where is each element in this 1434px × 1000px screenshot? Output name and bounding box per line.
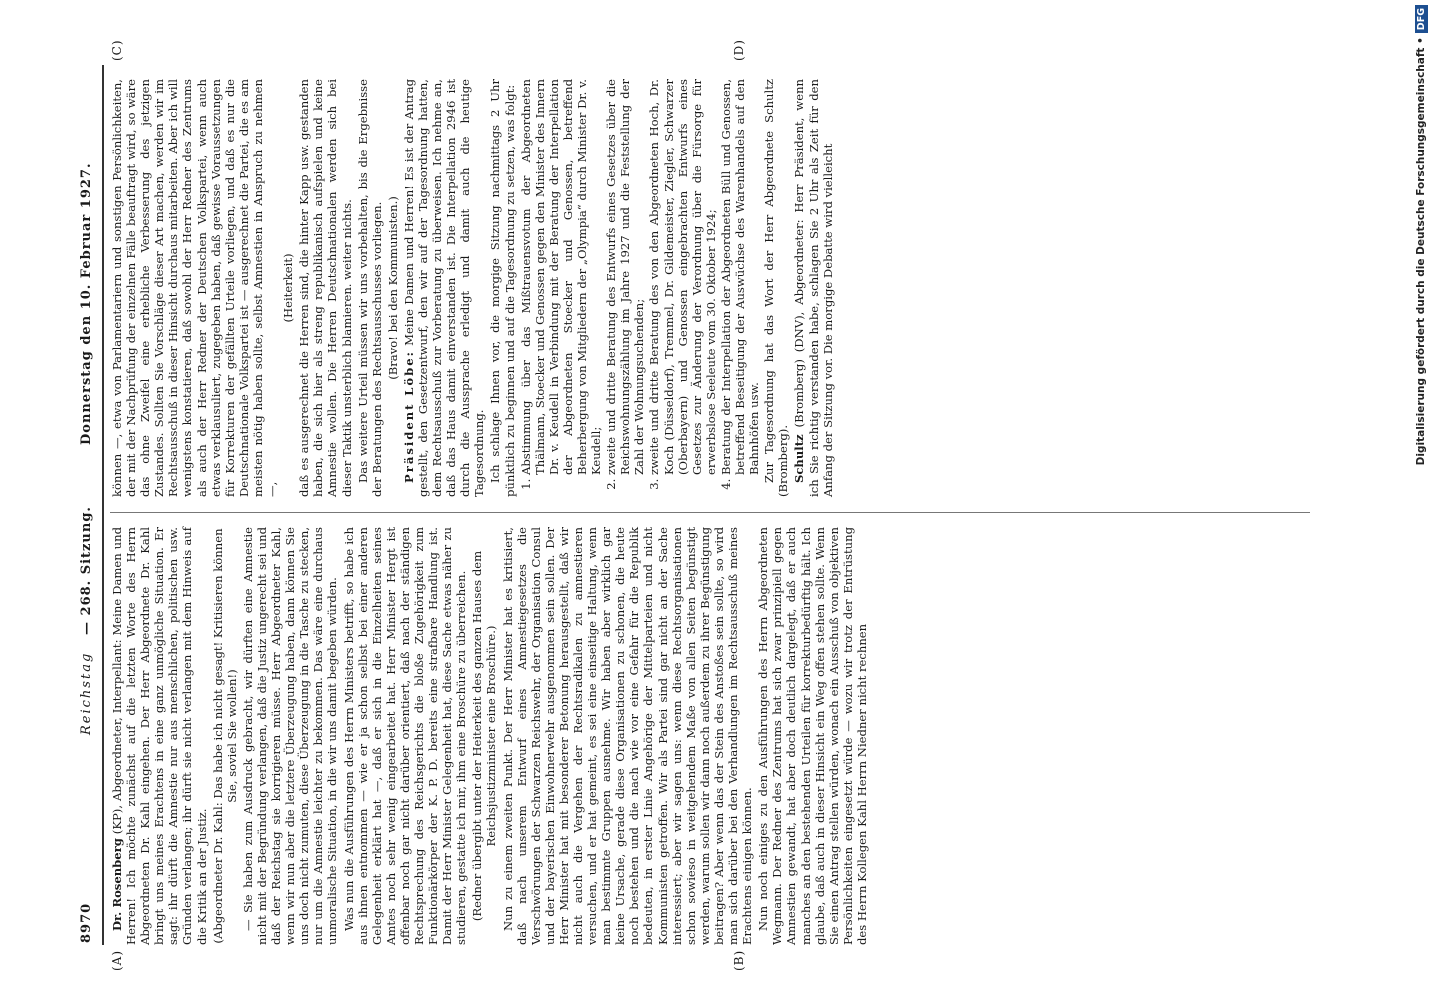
session-date: Donnerstag den 10. Februar 1927.: [79, 162, 94, 445]
agenda-item: 2. zweite und dritte Beratung des Entwurfs eines Gesetzes über die Reichswohnungszählung im Jahre 1927 und die Feststellung der Zahl der Wohnungsuchenden;: [604, 79, 646, 475]
paragraph: daß es ausgerechnet die Herren sind, die hinter Kapp usw. gestanden haben, die sich hier als streng republikanisch aufspielen und keine Amnestie wollen. Die Herren Deutschnationalen werden sich bei dieser Taktik unsterblich blamieren. weiter nichts.: [297, 79, 354, 497]
paragraph: Nun noch einiges zu den Ausführungen des Herrn Abgeordneten Wegmann. Der Redner des Zentrums hat sich zwar prinzipiell gegen Amnestien gewandt, hat aber doch deutlich dargelegt, daß er auch manches an den bestehenden Urteilen für korrekturbedürftig hält. Ich glaube, daß auch in dieser Hinsicht ein Weg offen stehen sollte. Wenn Sie einen Antrag stellen würden, wonach ein Ausschuß von objektiven Persönlichkeiten eingesetzt würde — wozu wir trotz der Entrüstung des Herrn Kollegen Kahl Herrn Niedner nicht rechnen: [756, 527, 869, 945]
dfg-logo: DFG: [1415, 5, 1428, 33]
digitization-credit: [1411, 5, 1431, 995]
margin-marker-b: (B): [732, 949, 746, 971]
paragraph: Nun zu einem zweiten Punkt. Der Herr Minister hat es kritisiert, daß nach unserem Entwurf eines Amnestiegesetzes die Verschwörungen der Schwarzen Reichswehr, der Organisation Consul und der bayerischen Einwohnerwehr ausgenommen sein sollen. Der Herr Minister hat mit besonderer Betonung herausgestellt, daß wir nicht auch die Vergehen der Rechtsradikalen zu amnestieren versuchen, und er hat gemeint, es sei eine einseitige Haltung, wenn man bestimmte Gruppen ausnehme. Wir haben aber wirklich gar keine Ursache, gerade diese Organisationen zu schonen, die heute noch bestehen und die nach wie vor eine Gefahr für die Republik bedeuten, in erster Linie Angehörige der Mittelparteien und nicht Kommunisten getroffen. Wir als Partei sind gar nicht an der Sache interessiert; aber wir sagen uns: wenn diese Rechtsorganisationen schon sowieso in weitgehendem Maße von allen Seiten begünstigt werden, warum sollen wir dann noch außerdem zu ihrer Begünstigung beitragen? Aber wenn das der Stein des Anstoßes sein sollte, so wird man sich darüber bei den Verhandlungen im Rechtsausschuß meines Erachtens einigen können.: [500, 527, 755, 945]
agenda-item: 1. Abstimmung über das Mißtrauensvotum der Abgeordneten Thälmann, Stoecker und Genossen gegen den Minister des Innern Dr. v. Keudell in Verbindung mit der Beratung der Interpellation der Abgeordneten Stoecker und Genossen, betreffend Beherbergung von Mitgliedern der „Olympia“ durch Minister Dr. v. Keudell;: [519, 79, 604, 475]
interjection: (Heiterkeit): [281, 253, 296, 323]
paragraph: [792, 79, 834, 497]
paragraph-text: Meine Damen und Herren! Es ist der Antrag gestellt, den Gesetzentwurf, den wir auf der Tagesordnung hatten, dem Rechtsausschuß zur Vorberatung zu überweisen. Ich nehme an, daß das Haus damit einverstanden ist. Die Interpellation 2946 ist durch die Aussprache erledigt und damit auch die heutige Tagesordnung.: [401, 78, 487, 497]
paragraph-text: (Bromberg) (DNV), Abgeordneter: Herr Präsident, wenn ich Sie richtig verstanden habe, schlagen Sie 2 Uhr als Zeit für den Anfang der Sitzung vor. Die morgige Debatte wird vielleicht: [792, 79, 835, 497]
interjection: (Bravo! bei den Kommunisten.): [385, 196, 400, 380]
paragraph: Was nun die Ausführungen des Herrn Ministers betrifft, so habe ich aus ihnen entnommen — wie er ja schon selbst bei einer anderen Gelegenheit erklärt hat —, daß er sich in die Einzelheiten seines Amtes noch sehr wenig eingearbeitet hat. Herr Minister Hergt ist offenbar noch gar nicht darüber orientiert, daß nach der ständigen Rechtsprechung des Reichsgerichts die bloße Zugehörigkeit zum Funktionärkörper der K. P. D. bereits eine strafbare Handlung ist. Damit der Herr Minister Gelegenheit hat, diese Sache etwas näher zu studieren, gestatte ich mir, ihm eine Broschüre zu überreichen.: [341, 527, 469, 945]
speaker-name: Dr. Rosenberg: [110, 838, 124, 931]
paragraph: Ich schlage Ihnen vor, die morgige Sitzung nachmittags 2 Uhr pünktlich zu beginnen und auf die Tagesordnung zu setzen, was folgt:: [488, 79, 517, 497]
column-divider: [110, 512, 1310, 513]
paragraph: Das weitere Urteil müssen wir uns vorbehalten, bis die Ergebnisse der Beratungen des Rechtsausschusses vorliegen.: [355, 79, 384, 497]
agenda-item: 4. Beratung der Interpellation der Abgeordneten Büll und Genossen, betreffend Beseitigung der Auswüchse des Warenhandels auf den Bahnhöfen usw.: [719, 79, 761, 475]
left-column: [110, 527, 871, 945]
margin-marker-d: (D): [732, 39, 746, 61]
speaker-name: Präsident Löbe:: [401, 350, 416, 483]
paragraph: [110, 527, 209, 945]
margin-marker-c: (C): [110, 39, 124, 61]
stage-direction: (Redner übergibt unter der Heiterkeit des ganzen Hauses dem Reichsjustizminister eine Broschüre.): [470, 550, 499, 922]
session-label: — 268. Sitzung.: [79, 506, 94, 635]
page-header: [80, 65, 102, 945]
speaker-name: Schultz: [792, 434, 807, 483]
agenda-list: [519, 79, 762, 497]
paragraph: [402, 79, 487, 497]
agenda-item: 3. zweite und dritte Beratung des von den Abgeordneten Hoch, Dr. Koch (Düsseldorf), Tremmel, Dr. Gildemeister, Ziegler, Schwarzer (Oberbayern) und Genossen eingebrachten Entwurfs eines Gesetzes zur Änderung der Verordnung über die Fürsorge für erwerbslose Seeleute vom 30. Oktober 1924;: [647, 79, 717, 475]
paragraph-text: (KP), Abgeordneter, Interpellant: Meine Damen und Herren! Ich möchte zunächst auf die letzten Worte des Herrn Abgeordneten Dr. Kahl eingehen. Der Herr Abgeordnete Dr. Kahl bringt uns meines Erachtens in eine ganz unmögliche Situation. Er sagt: ihr dürft die Amnestie nur aus menschlichen, politischen usw. Gründen verlangen; ihr dürft sie nicht verlangen mit dem Hinweis auf die Kritik an der Justiz.: [110, 527, 209, 945]
credit-text: Digitalisierung gefördert durch die Deutsche Forschungsgemeinschaft •: [1415, 37, 1427, 466]
header-rule: [102, 65, 104, 945]
right-column: [110, 79, 837, 497]
publication-name: Reichstag: [79, 651, 94, 735]
interjection: (Abgeordneter Dr. Kahl: Das habe ich nicht gesagt! Kritisieren können Sie, soviel Sie wollen!): [210, 528, 239, 944]
paragraph: — Sie haben zum Ausdruck gebracht, wir dürften eine Amnestie nicht mit der Begründung verlangen, daß die Justiz ungerecht sei und daß der Reichstag sie korrigieren müsse. Herr Abgeordneter Kahl, wenn wir nun aber die letztere Überzeugung haben, dann können Sie uns doch nicht zumuten, diese Überzeugung in die Tasche zu stecken, nur um die Amnestie leichter zu bekommen. Das wäre eine durchaus unmoralische Situation, in die wir uns damit begeben würden.: [240, 527, 340, 945]
scanned-page: [79, 39, 1320, 971]
margin-marker-a: (A): [110, 949, 124, 971]
page-number: 8970: [79, 902, 94, 943]
paragraph: Zur Tagesordnung hat das Wort der Herr Abgeordnete Schultz (Bromberg).: [762, 79, 791, 497]
paragraph: können —, etwa von Parlamentariern und sonstigen Persönlichkeiten, der mit der Nachprüfung der einzelnen Fälle beauftragt wird, so wäre das ohne Zweifel eine erhebliche Verbesserung des jetzigen Zustandes. Sollten Sie Vorschläge dieser Art machen, werden wir im Rechtsausschuß in dieser Hinsicht durchaus mitarbeiten. Aber ich will wenigstens konstatieren, daß sowohl der Herr Redner des Zentrums als auch der Herr Redner der Deutschen Volkspartei, wenn auch etwas verklausuliert, zugegeben haben, daß gewisse Voraussetzungen für Korrekturen der gefällten Urteile vorliegen, und daß es nur die Deutschnationale Volkspartei ist — ausgerechnet die Partei, die es am meisten nötig haben sollte, selbst Amnestien in Anspruch zu nehmen —,: [110, 79, 280, 497]
